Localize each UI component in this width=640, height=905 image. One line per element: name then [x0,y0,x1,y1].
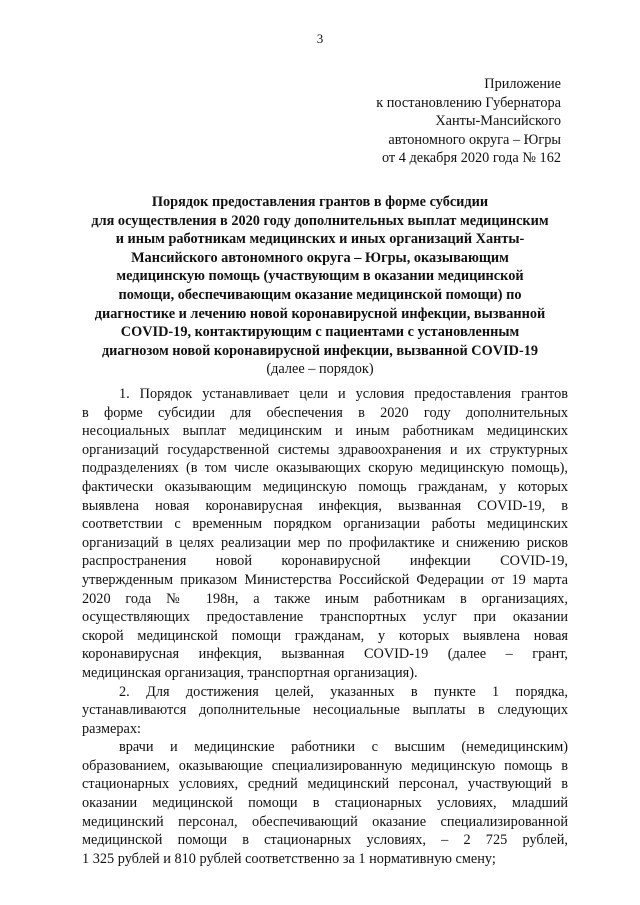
appendix-header [376,75,561,168]
body-line: медицинская организация, транспортная организация). [82,664,418,681]
title-line: и иным работникам медицинских и иных организаций Ханты- [115,231,525,248]
appendix-line: автономного округа – Югры [388,131,561,148]
appendix-line: Приложение [484,76,561,92]
body-line: образованием, оказывающие специализированную медицинскую помощь в [82,757,568,774]
body-line: соответствии с временным порядком организации работы медицинских [82,516,568,533]
appendix-line: к постановлению Губернатора [376,94,561,111]
title-line: помощи, обеспечивающим оказание медицинской помощи) по [118,286,522,303]
title-line: медицинскую помощь (участвующим в оказании медицинской [116,268,524,285]
body-line: 1 325 рублей и 810 рублей соответственно за 1 нормативную смену; [82,850,496,867]
body-line: 1. Порядок устанавливает цели и условия предоставления грантов [119,386,568,402]
body-line: 2020 года № 198н, а также иным работникам в организациях, [82,590,568,607]
body-line: оказании медицинской помощи в стационарных условиях, младший [82,795,568,812]
body-line: в форме субсидии для обеспечения в 2020 году дополнительных [82,404,568,421]
body-line: стационарных условиях, средний медицинский персонал, участвующий в [82,776,568,793]
title-line: Порядок предоставления грантов в форме субсидии [151,194,489,210]
title-line: диагнозом новой коронавирусной инфекции, вызванной COVID-19 [101,342,539,359]
page-number: 3 [316,31,324,46]
body-line: выявлена новая коронавирусная инфекция, вызванная COVID-19, в [82,497,568,514]
body-line: 2. Для достижения целей, указанных в пункте 1 порядка, [119,683,568,700]
body-line: организаций в целях реализации мер по профилактике и снижению рисков [82,534,568,551]
body-line: медицинский персонал, обеспечивающий оказание специализированной [82,813,568,830]
body-line: устанавливаются дополнительные несоциальные выплаты в следующих [82,702,568,719]
appendix-line: Ханты-Мансийского [435,113,561,130]
document-body [82,385,568,868]
body-line: размерах: [82,720,141,737]
title-line: для осуществления в 2020 году дополнительных выплат медицинским [91,212,549,229]
body-line: медицинской помощи в стационарных условиях, – 2 725 рублей, [82,832,568,849]
title-line: COVID-19, контактирующим с пациентами с установленным [120,324,520,341]
title-line: Мансийского автономного округа – Югры, оказывающим [131,249,509,266]
title-line: диагностике и лечению новой коронавирусной инфекции, вызванной [94,305,546,322]
body-line: несоциальных выплат медицинским и иным работникам медицинских [82,423,568,440]
body-line: организаций государственной системы здравоохранения и их структурных [82,441,568,458]
appendix-line: от 4 декабря 2020 года № 162 [381,150,561,167]
body-line: фактически оказывающим медицинскую помощь гражданам, у которых [82,478,568,495]
body-line: скорой медицинской помощи гражданам, у которых выявлена новая [82,627,568,644]
document-title [70,193,570,379]
title-subtitle: (далее – порядок) [266,361,374,378]
body-line: врачи и медицинские работники с высшим (немедицинским) [119,739,568,756]
body-line: осуществляющих предоставление транспортных услуг при оказании [82,609,568,626]
body-line: подразделениях (в том числе оказывающих скорую медицинскую помощь), [82,460,568,477]
body-line: утвержденным приказом Министерства Российской Федерации от 19 марта [82,571,568,588]
body-line: коронавирусная инфекция, вызванная COVID-19 (далее – грант, [82,646,568,663]
body-line: распространения новой коронавирусной инфекции COVID-19, [82,553,568,570]
